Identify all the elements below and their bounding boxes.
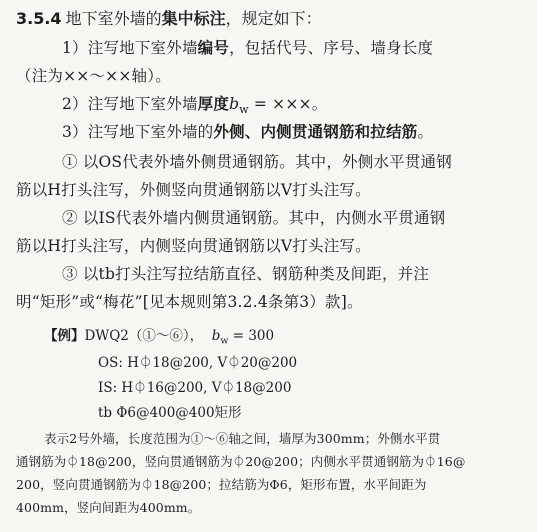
item-1 (62, 36, 433, 58)
explanation-line-4: 400mm，竖向间距为400mm。 (16, 500, 201, 515)
item-2-sub: w (239, 103, 249, 117)
example-bw-value: = 300 (228, 328, 275, 344)
item-1-pre: 1）注写地下室外墙 (62, 39, 198, 57)
example-bw-var: b (211, 328, 221, 344)
explanation-line-3: 200，竖向贯通钢筋为⏀18@200；拉结筋为Φ6，矩形布置，水平间距为 (16, 477, 427, 492)
example-tb-line: tb Φ6@400@400矩形 (98, 405, 242, 421)
example-bw-sub: w (220, 335, 229, 347)
explanation-line-2: 通钢筋为⏀18@200，竖向贯通钢筋为⏀20@200；内侧水平贯通钢筋为⏀16@ (16, 454, 466, 469)
example-is-line: IS: H⏀16@200, V⏀18@200 (98, 380, 292, 396)
item-3-post: 。 (417, 123, 434, 141)
item-3-bold: 外侧、内侧贯通钢筋和拉结筋 (213, 123, 418, 141)
section-title-bold: 集中标注 (161, 9, 226, 28)
section-title-pre: 地下室外墙的 (65, 9, 162, 28)
item-1-post: ，包括代号、序号、墙身长度 (229, 39, 434, 57)
subitem-1-line-1: ① 以OS代表外墙外侧贯通钢筋。其中，外侧水平贯通钢 (62, 153, 452, 171)
item-3 (62, 120, 433, 142)
subitem-1-line-2: 筋以H打头注写，外侧竖向贯通钢筋以V打头注写。 (16, 181, 371, 199)
subitem-3-line-2: 明“矩形”或“梅花”[见本规则第3.2.4条第3）款]。 (16, 293, 363, 311)
item-2-bold: 厚度 (197, 95, 230, 113)
item-3-pre: 3）注写地下室外墙的 (62, 123, 214, 141)
item-2-var: b (229, 95, 240, 113)
item-1-continuation: （注为××～××轴）。 (16, 67, 171, 85)
item-2-post: = ×××。 (248, 95, 328, 113)
subitem-3-line-1: ③ 以tb打头注写拉结筋直径、钢筋种类及间距，并注 (62, 265, 430, 283)
section-number: 3.5.4 (16, 9, 62, 28)
example-os-line: OS: H⏀18@200, V⏀20@200 (98, 355, 298, 371)
section-title-post: ，规定如下： (225, 9, 322, 28)
subitem-2-line-1: ② 以IS代表外墙内侧贯通钢筋。其中，内侧水平贯通钢 (62, 209, 446, 227)
subitem-2-line-2: 筋以H打头注写，内侧竖向贯通钢筋以V打头注写。 (16, 237, 371, 255)
explanation-line-1: 表示2号外墙，长度范围为①～⑥轴之间，墙厚为300mm；外侧水平贯 (44, 431, 441, 446)
item-2 (62, 92, 327, 116)
example-label: 【例】 (44, 328, 85, 344)
item-2-pre: 2）注写地下室外墙 (62, 95, 198, 113)
example-code: DWQ2（①～⑥）， (84, 328, 204, 344)
example-header (44, 324, 274, 347)
item-1-bold: 编号 (197, 39, 230, 57)
section-heading (16, 6, 322, 29)
